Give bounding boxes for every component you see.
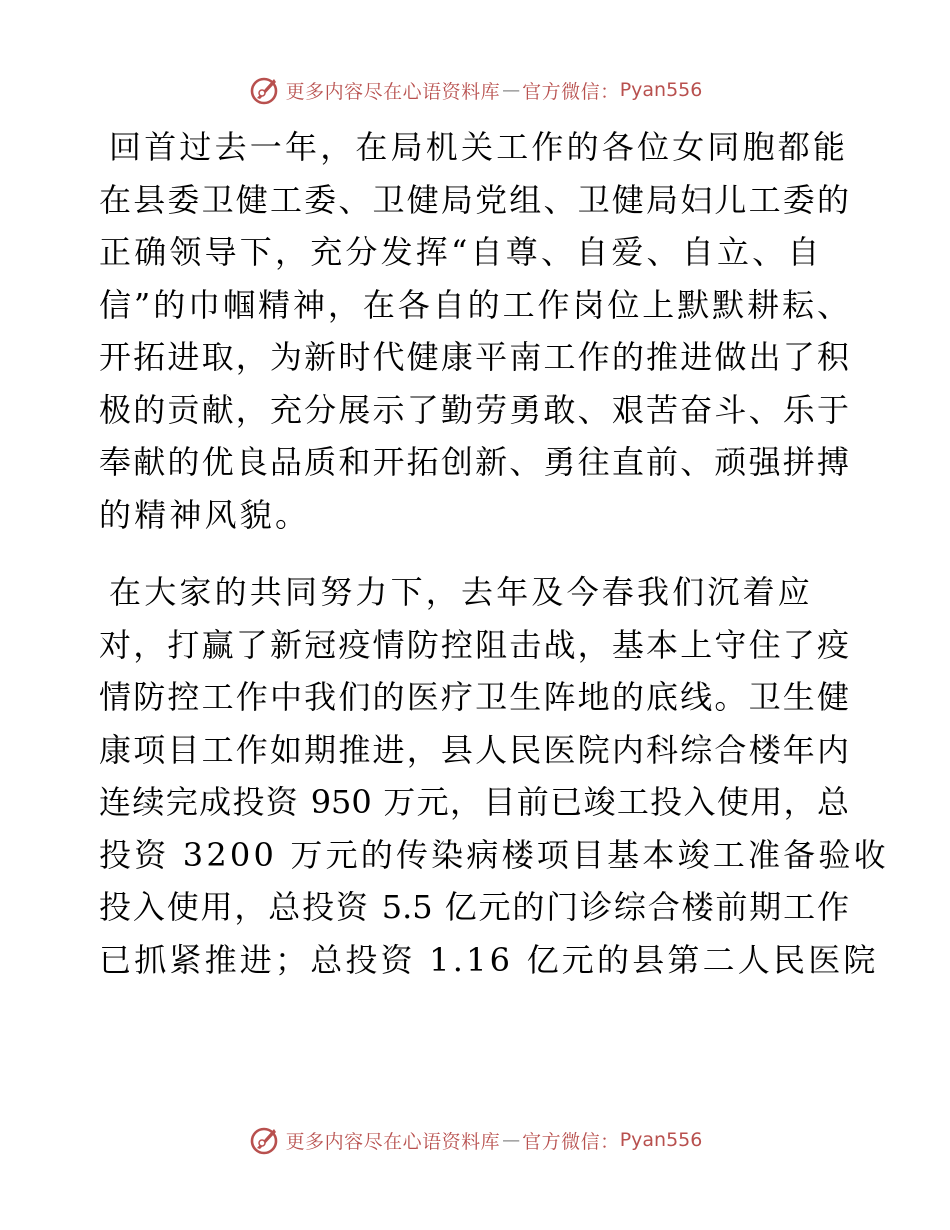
text-line: 对，打赢了新冠疫情防控阻击战，基本上守住了疫 bbox=[99, 625, 849, 664]
text-line: 极的贡献，充分展示了勤劳勇敢、艰苦奋斗、乐于 bbox=[99, 390, 849, 429]
text-line: 回首过去一年，在局机关工作的各位女同胞都能 bbox=[109, 128, 849, 166]
banner-wechat-label: 官方微信： bbox=[522, 80, 620, 103]
text-line: 康项目工作如期推进，县人民医院内科综合楼年内 bbox=[99, 730, 849, 769]
text-line: 在县委卫健工委、卫健局党组、卫健局妇儿工委的 bbox=[99, 180, 849, 219]
paragraph-gap bbox=[99, 541, 849, 566]
footer-banner bbox=[0, 1120, 950, 1160]
banner-separator: — bbox=[502, 1129, 521, 1151]
banner-wechat-id: Pyan556 bbox=[619, 79, 703, 101]
text-line: 投入使用，总投资 5.5 亿元的门诊综合楼前期工作 bbox=[99, 888, 849, 926]
banner-site-text: 更多内容尽在心语资料库 bbox=[285, 1130, 501, 1153]
text-line: 已抓紧推进；总投资 1.16 亿元的县第二人民医院 bbox=[99, 940, 879, 979]
banner-separator: — bbox=[502, 79, 521, 101]
text-line: 连续完成投资 950 万元，目前已竣工投入使用，总 bbox=[99, 783, 849, 821]
banner-wechat-id: Pyan556 bbox=[619, 1129, 703, 1151]
text-line: 信”的巾帼精神，在各自的工作岗位上默默耕耘、 bbox=[99, 285, 849, 324]
document-body bbox=[99, 121, 889, 986]
quill-logo-icon bbox=[248, 1124, 280, 1156]
banner-wechat-label: 官方微信： bbox=[522, 1130, 620, 1153]
quill-logo-icon bbox=[248, 74, 280, 106]
text-line: 情防控工作中我们的医疗卫生阵地的底线。卫生健 bbox=[99, 678, 849, 716]
paragraph-2 bbox=[99, 566, 889, 986]
text-line: 在大家的共同努力下，去年及今春我们沉着应 bbox=[109, 573, 814, 611]
text-line: 的精神风貌。 bbox=[99, 495, 311, 534]
text-line: 开拓进取，为新时代健康平南工作的推进做出了积 bbox=[99, 338, 849, 376]
paragraph-1 bbox=[99, 121, 849, 541]
banner-site-text: 更多内容尽在心语资料库 bbox=[285, 80, 501, 103]
text-line: 投资 3200 万元的传染病楼项目基本竣工准备验收 bbox=[99, 835, 889, 874]
text-line: 正确领导下，充分发挥“自尊、自爱、自立、自 bbox=[99, 233, 823, 271]
header-banner bbox=[0, 70, 950, 110]
text-line: 奉献的优良品质和开拓创新、勇往直前、顽强拼搏 bbox=[99, 443, 849, 481]
